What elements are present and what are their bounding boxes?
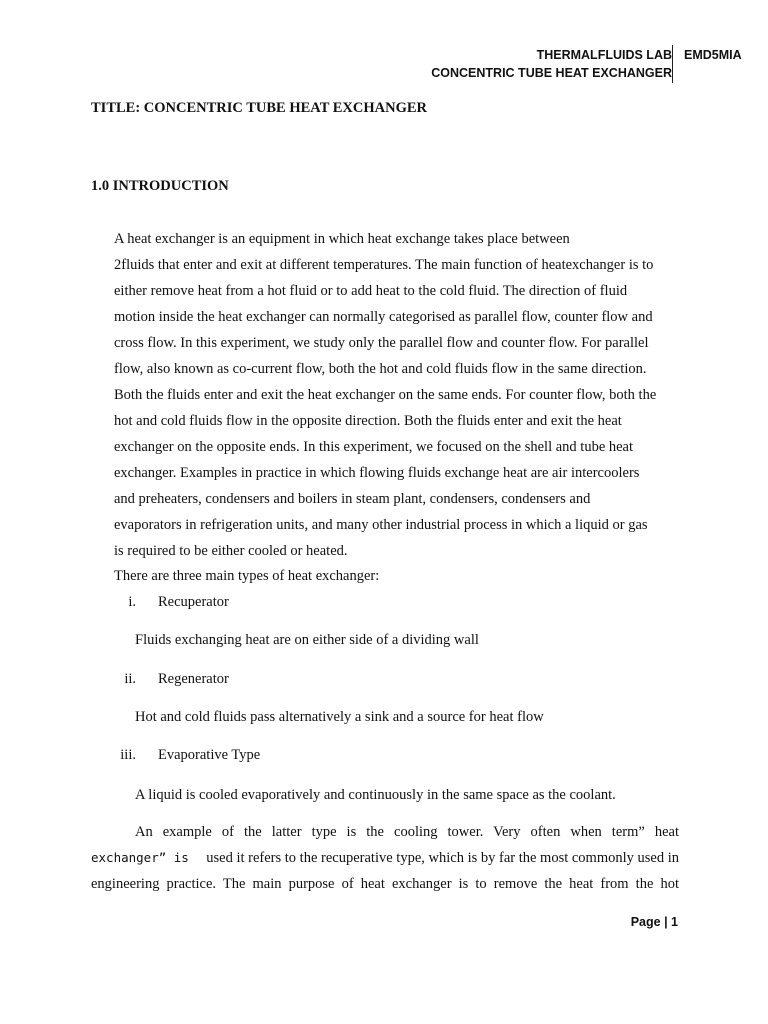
closing-line-2-start: exchanger” is xyxy=(91,850,189,865)
list-numeral: ii. xyxy=(124,671,136,687)
type-name-evaporative: Evaporative Type xyxy=(158,747,261,763)
intro-line: either remove heat from a hot fluid or to add heat to the cold fluid. The direction of fluid xyxy=(114,283,628,299)
document-title: TITLE: CONCENTRIC TUBE HEAT EXCHANGER xyxy=(91,100,427,116)
types-intro: There are three main types of heat exchanger: xyxy=(114,568,380,584)
closing-line: An example of the latter type is the cooling tower. Very often when term” heat xyxy=(135,824,679,840)
header-subtitle: CONCENTRIC TUBE HEAT EXCHANGER xyxy=(431,66,672,80)
intro-line: and preheaters, condensers and boilers in steam plant, condensers, condensers and xyxy=(114,491,591,507)
closing-line-2 xyxy=(91,850,679,867)
closing-line-2-rest: used it refers to the recuperative type, which is by far the most commonly used in xyxy=(206,850,679,866)
section-heading: 1.0 INTRODUCTION xyxy=(91,178,229,194)
intro-line: cross flow. In this experiment, we study only the parallel flow and counter flow. For parallel xyxy=(114,335,649,351)
list-numeral: i. xyxy=(128,594,136,610)
intro-line: exchanger. Examples in practice in which flowing fluids exchange heat are air intercoolers xyxy=(114,465,640,481)
intro-line: exchanger on the opposite ends. In this experiment, we focused on the shell and tube heat xyxy=(114,439,634,455)
page-number: Page | 1 xyxy=(630,915,678,929)
intro-line: flow, also known as co-current flow, both the hot and cold fluids flow in the same direction. xyxy=(114,361,647,377)
intro-line: evaporators in refrigeration units, and many other industrial process in which a liquid or gas xyxy=(114,517,648,533)
intro-line: A heat exchanger is an equipment in which heat exchange takes place between xyxy=(114,231,570,247)
type-desc-evaporative: A liquid is cooled evaporatively and continuously in the same space as the coolant. xyxy=(135,787,616,803)
type-name-recuperator: Recuperator xyxy=(158,594,229,610)
type-desc-regenerator: Hot and cold fluids pass alternatively a sink and a source for heat flow xyxy=(135,709,544,725)
header-course-code: EMD5MIA xyxy=(684,48,742,62)
intro-line: 2fluids that enter and exit at different temperatures. The main function of heatexchanger is to xyxy=(114,257,654,273)
header-divider xyxy=(672,45,673,83)
header-lab-name: THERMALFLUIDS LAB xyxy=(536,48,672,62)
intro-line: hot and cold fluids flow in the opposite direction. Both the fluids enter and exit the heat xyxy=(114,413,622,429)
intro-line: motion inside the heat exchanger can normally categorised as parallel flow, counter flow and xyxy=(114,309,653,325)
intro-line: Both the fluids enter and exit the heat exchanger on the same ends. For counter flow, both the xyxy=(114,387,657,403)
closing-line: engineering practice. The main purpose of heat exchanger is to remove the heat from the hot xyxy=(91,876,679,892)
type-desc-recuperator: Fluids exchanging heat are on either side of a dividing wall xyxy=(135,632,479,648)
list-numeral: iii. xyxy=(120,747,136,763)
intro-line: is required to be either cooled or heated. xyxy=(114,543,348,559)
type-name-regenerator: Regenerator xyxy=(158,671,229,687)
